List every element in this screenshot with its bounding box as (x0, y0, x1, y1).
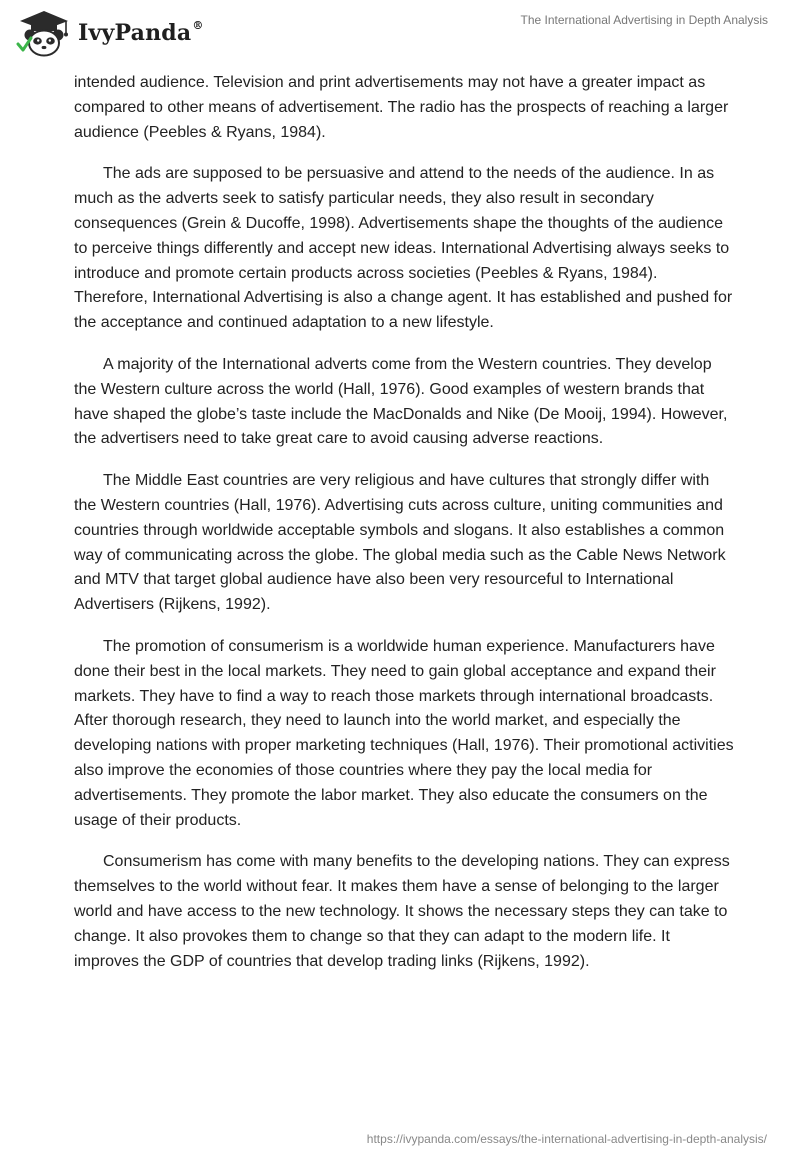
paragraph-3: A majority of the International adverts come from the Western countries. They develop the Western culture across the world (Hall, 1976). Good examples of western brands that have shaped the globe’s taste include the MacDonalds and Nike (De Mooij, 1994). However, the advertisers need to take great care to avoid causing adverse reactions. (74, 355, 728, 448)
paragraph-6: Consumerism has come with many benefits to the developing nations. They can express themselves to the world without fear. It makes them have a sense of belonging to the larger world and have access to the new technology. It shows the necessary steps they can take to change. It also provokes them to change so that they can adapt to the modern life. It improves the GDP of countries that develop trading links (Rijkens, 1992). (74, 853, 730, 970)
paragraph-2: The ads are supposed to be persuasive and attend to the needs of the audience. In as much as the adverts seek to satisfy particular needs, they also result in secondary consequences (Grein & Ducoffe, 1998). Advertisements shape the thoughts of the audience to perceive things differently and accept new ideas. International Advertising always seeks to introduce and promote certain products across societies (Peebles & Ryans, 1984). Therefore, International Advertising is also a change agent. It has established and pushed for the acceptance and continued adaptation to a new lifestyle. (74, 165, 733, 332)
paragraph-5: The promotion of consumerism is a worldwide human experience. Manufacturers have done their best in the local markets. They need to gain global acceptance and expand their markets. They have to find a way to reach those markets through international broadcasts. After thorough research, they need to launch into the world market, and especially the developing nations with proper marketing techniques (Hall, 1976). Their promotional activities also improve the economies of those countries where they pay the local media for advertisements. They promote the labor market. They also educate the consumers on the usage of their products. (74, 637, 734, 829)
registered-mark: ® (192, 18, 204, 32)
paragraph-4: The Middle East countries are very religious and have cultures that strongly differ with the Western countries (Hall, 1976). Advertising cuts across culture, uniting communities and countries through worldwide acceptable symbols and slogans. It also establishes a common way of communicating across the globe. The global media such as the Cable News Network and MTV that target global audience have also been very resourceful to International Advertisers (Rijkens, 1992). (74, 472, 726, 614)
brand-name: IvyPanda (78, 20, 192, 46)
essay-body (74, 71, 734, 991)
page-header (0, 0, 800, 66)
paragraph-1: intended audience. Television and print advertisements may not have a greater impact as compared to other means of advertisement. The radio has the prospects of reaching a larger audience (Peebles & Ryans, 1984). (74, 74, 729, 141)
source-url[interactable]: https://ivypanda.com/essays/the-international-advertising-in-depth-analysis/ (366, 1132, 767, 1146)
panda-graduate-logo-icon[interactable] (14, 8, 74, 58)
brand-logotype[interactable] (78, 20, 204, 46)
document-title: The International Advertising in Depth Analysis (520, 13, 768, 27)
